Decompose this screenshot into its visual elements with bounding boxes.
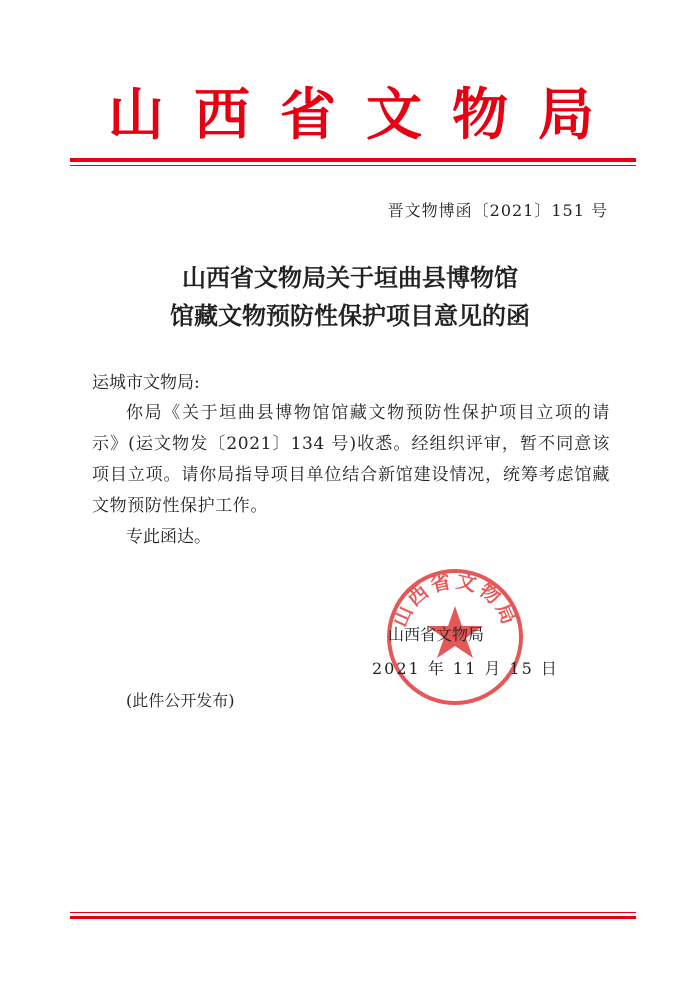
document-number: 晋文物博函〔2021〕151 号 — [387, 201, 608, 220]
masthead-char: 省 — [280, 82, 336, 148]
document-title-line-1: 山西省文物局关于垣曲县博物馆 — [182, 263, 518, 292]
masthead-rule-thin — [70, 165, 636, 166]
signature-org: 山西省文物局 — [388, 625, 485, 644]
seal-text: 山西省文物局 — [387, 568, 523, 631]
body-paragraph: 你局《关于垣曲县博物馆馆藏文物预防性保护项目立项的请示》(运文物发〔2021〕134 号)收悉。经组织评审，暂不同意该项目立项。请你局指导项目单位结合新馆建设情况，统筹考虑馆藏文物预防性保护工作。 — [92, 403, 610, 516]
recipient: 运城市文物局: — [92, 373, 200, 393]
masthead-char: 局 — [538, 82, 594, 148]
masthead-char: 西 — [194, 82, 250, 148]
masthead-rule-thick — [70, 158, 636, 162]
closing-line: 专此函达。 — [126, 527, 211, 547]
signature-date: 2021 年 11 月 15 日 — [372, 659, 559, 678]
masthead — [70, 78, 636, 152]
document-title-line-2: 馆藏文物预防性保护项目意见的函 — [170, 301, 530, 330]
footer-rule-thin — [70, 912, 636, 913]
masthead-char: 文 — [366, 82, 422, 148]
masthead-char: 山 — [108, 82, 164, 148]
public-release-note: (此件公开发布) — [126, 691, 235, 710]
masthead-char: 物 — [452, 82, 508, 148]
footer-rule-thick — [70, 916, 636, 919]
